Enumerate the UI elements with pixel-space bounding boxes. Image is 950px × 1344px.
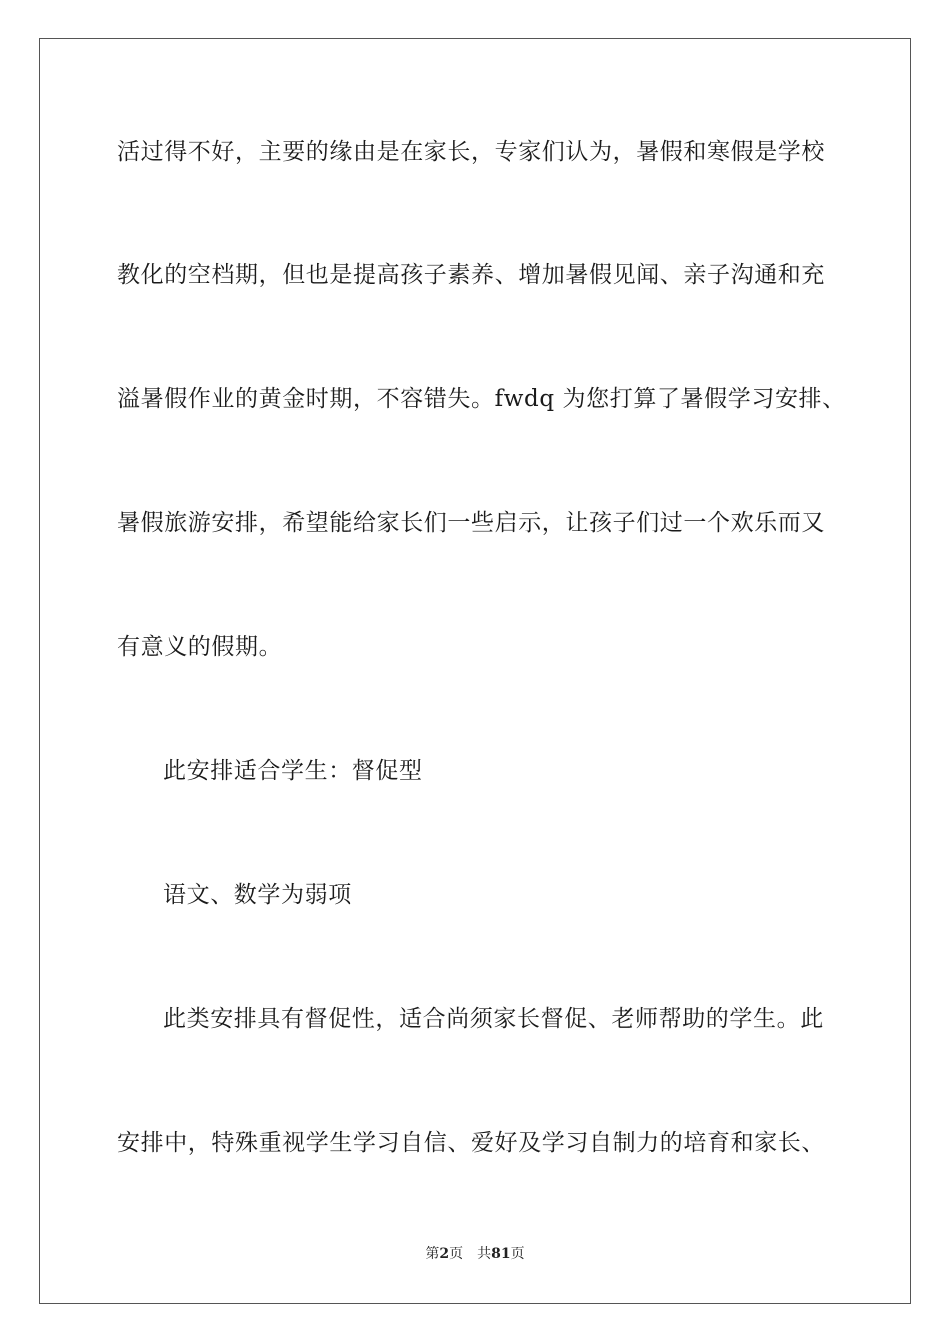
paragraph-line: 有意义的假期。 (117, 634, 283, 660)
current-page-number: 2 (439, 1246, 450, 1262)
description-line: 安排中，特殊重视学生学习自信、爱好及学习自制力的培育和家长、 (117, 1130, 825, 1156)
paragraph-line: 教化的空档期，但也是提高孩子素养、增加暑假见闻、亲子沟通和充 (117, 262, 825, 288)
page-footer (0, 1245, 950, 1263)
weak-subjects-line: 语文、数学为弱项 (163, 882, 352, 908)
page-border (39, 38, 911, 1304)
footer-total-suffix: 页 (510, 1246, 525, 1262)
description-line: 此类安排具有督促性，适合尚须家长督促、老师帮助的学生。此 (163, 1006, 824, 1032)
paragraph-line: 暑假旅游安排，希望能给家长们一些启示，让孩子们过一个欢乐而又 (117, 510, 825, 536)
footer-page-suffix: 页 (449, 1246, 464, 1262)
paragraph-line: 活过得不好，主要的缘由是在家长，专家们认为，暑假和寒假是学校 (117, 139, 825, 165)
paragraph-line: 溢暑假作业的黄金时期，不容错失。fwdq 为您打算了暑假学习安排、 (117, 386, 846, 412)
suitable-student-line: 此安排适合学生：督促型 (163, 758, 423, 784)
footer-total-prefix: 共 (477, 1246, 492, 1262)
total-pages-number: 81 (491, 1246, 511, 1262)
footer-page-prefix: 第 (425, 1246, 440, 1262)
